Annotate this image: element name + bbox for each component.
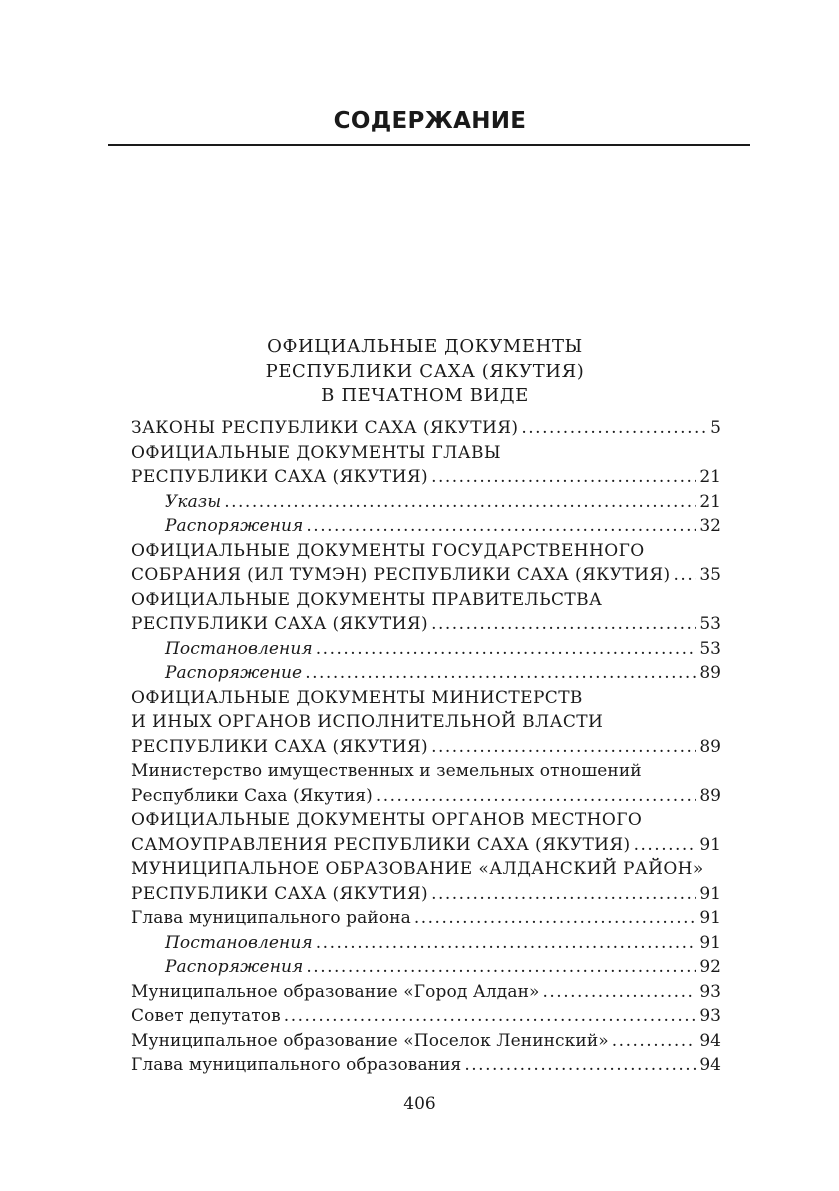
dot-leader xyxy=(431,612,696,637)
dot-leader xyxy=(306,955,696,980)
toc-entry[interactable] xyxy=(131,441,721,490)
toc-entry-line xyxy=(131,612,721,637)
toc-entry-title: ЗАКОНЫ РЕСПУБЛИКИ САХА (ЯКУТИЯ) xyxy=(131,418,519,438)
dot-leader xyxy=(674,563,697,588)
toc-page-number: 94 xyxy=(699,1055,721,1075)
toc-page-number: 91 xyxy=(699,932,721,953)
toc-entry[interactable] xyxy=(131,514,721,539)
toc-entry-title: Муниципальное образование «Город Алдан» xyxy=(131,981,540,1002)
toc-entry-title: Министерство имущественных и земельных отношений xyxy=(131,761,642,781)
toc-entry-line xyxy=(131,563,721,588)
toc-entry[interactable] xyxy=(131,1004,721,1029)
dot-leader xyxy=(521,416,707,441)
dot-leader xyxy=(316,637,697,662)
dot-leader xyxy=(431,735,696,760)
toc-entry[interactable] xyxy=(131,416,721,441)
section-title-line: ОФИЦИАЛЬНЫЕ ДОКУМЕНТЫ xyxy=(267,336,583,357)
toc-page-number: 35 xyxy=(699,565,721,585)
toc-entry-title: Глава муниципального района xyxy=(131,908,411,928)
toc-entry[interactable] xyxy=(131,955,721,980)
dot-leader xyxy=(543,980,697,1005)
dot-leader xyxy=(224,490,696,515)
toc-entry-title: ОФИЦИАЛЬНЫЕ ДОКУМЕНТЫ ОРГАНОВ МЕСТНОГО xyxy=(131,810,643,830)
toc-entry-line xyxy=(131,906,721,931)
toc-entry-title: Указы xyxy=(165,491,222,512)
heading-divider xyxy=(108,144,750,146)
toc-entry-title: Распоряжение xyxy=(165,663,303,683)
toc-entry-line xyxy=(131,490,721,515)
toc-entry[interactable] xyxy=(131,588,721,637)
dot-leader xyxy=(306,514,696,539)
toc-entry-title: Республики Саха (Якутия) xyxy=(131,785,373,806)
toc-entry-line xyxy=(131,931,721,956)
section-title-line: РЕСПУБЛИКИ САХА (ЯКУТИЯ) xyxy=(265,360,585,382)
toc-entry-line xyxy=(131,1004,721,1029)
toc-page-number: 93 xyxy=(699,1006,721,1026)
toc-entry[interactable] xyxy=(131,857,721,906)
toc-entry[interactable] xyxy=(131,1029,721,1054)
toc-page-number: 89 xyxy=(699,663,721,683)
toc-page-number: 21 xyxy=(699,467,721,487)
toc-entry-line xyxy=(131,833,721,858)
toc-page-number: 91 xyxy=(699,883,721,904)
toc-entry-line xyxy=(131,735,721,760)
dot-leader xyxy=(376,784,697,809)
toc-page-number: 32 xyxy=(699,516,721,536)
toc-entry-title: Распоряжения xyxy=(165,957,304,977)
dot-leader xyxy=(464,1053,696,1078)
toc-entry[interactable] xyxy=(131,808,721,857)
toc-entry[interactable] xyxy=(131,490,721,515)
dot-leader xyxy=(414,906,697,931)
toc-page-number: 89 xyxy=(699,785,721,806)
toc-entry-line xyxy=(131,465,721,490)
toc-entry-line xyxy=(131,955,721,980)
toc-page-number: 53 xyxy=(699,614,721,634)
toc-page-number: 91 xyxy=(699,834,721,855)
toc-entry-title: Муниципальное образование «Поселок Ленинский» xyxy=(131,1030,609,1051)
toc-entry-title: РЕСПУБЛИКИ САХА (ЯКУТИЯ) xyxy=(131,614,429,634)
toc-entry-title: САМОУПРАВЛЕНИЯ РЕСПУБЛИКИ САХА (ЯКУТИЯ) xyxy=(131,834,631,855)
dot-leader xyxy=(612,1029,697,1054)
toc-page-number: 5 xyxy=(710,418,721,438)
dot-leader xyxy=(284,1004,697,1029)
toc-entry-title: ОФИЦИАЛЬНЫЕ ДОКУМЕНТЫ ГОСУДАРСТВЕННОГО xyxy=(131,540,645,561)
toc-entry-title: ОФИЦИАЛЬНЫЕ ДОКУМЕНТЫ ГЛАВЫ xyxy=(131,442,502,463)
dot-leader xyxy=(316,931,697,956)
toc-entry-line xyxy=(131,882,721,907)
toc-entry-title: СОБРАНИЯ (ИЛ ТУМЭН) РЕСПУБЛИКИ САХА (ЯКУТИЯ) xyxy=(131,565,671,585)
page-heading: СОДЕРЖАНИЕ xyxy=(333,108,527,134)
toc-page-number: 89 xyxy=(699,736,721,757)
dot-leader xyxy=(634,833,697,858)
toc-entry-line xyxy=(131,1029,721,1054)
toc-entry-line xyxy=(131,661,721,686)
toc-entry-line xyxy=(131,784,721,809)
toc-entry-title: Постановления xyxy=(165,638,313,659)
toc-entry-line xyxy=(131,1053,721,1078)
dot-leader xyxy=(431,882,696,907)
toc-entry-line xyxy=(131,416,721,441)
toc-entry-title: РЕСПУБЛИКИ САХА (ЯКУТИЯ) xyxy=(131,467,429,487)
toc-entry[interactable] xyxy=(131,539,721,588)
section-title xyxy=(130,335,720,409)
toc-page-number: 21 xyxy=(699,491,721,512)
toc-page-number: 92 xyxy=(699,957,721,977)
section-title-line: В ПЕЧАТНОМ ВИДЕ xyxy=(321,385,529,406)
toc-entry[interactable] xyxy=(131,931,721,956)
toc-entry[interactable] xyxy=(131,637,721,662)
toc-entry[interactable] xyxy=(131,686,721,760)
toc-entry-title: ОФИЦИАЛЬНЫЕ ДОКУМЕНТЫ ПРАВИТЕЛЬСТВА xyxy=(131,589,603,610)
toc-entry-title: И ИНЫХ ОРГАНОВ ИСПОЛНИТЕЛЬНОЙ ВЛАСТИ xyxy=(131,712,604,732)
toc-page-number: 93 xyxy=(699,981,721,1002)
toc-page-number: 94 xyxy=(699,1030,721,1051)
dot-leader xyxy=(305,661,696,686)
toc-entry-title: Распоряжения xyxy=(165,516,304,536)
toc-entry-title: ОФИЦИАЛЬНЫЕ ДОКУМЕНТЫ МИНИСТЕРСТВ xyxy=(131,687,583,708)
toc-entry[interactable] xyxy=(131,661,721,686)
toc-page-number: 53 xyxy=(699,638,721,659)
toc-entry-title: Совет депутатов xyxy=(131,1006,281,1026)
toc-entry-line xyxy=(131,514,721,539)
toc-entry-title: РЕСПУБЛИКИ САХА (ЯКУТИЯ) xyxy=(131,736,429,757)
page-number: 406 xyxy=(403,1094,436,1114)
toc-entry[interactable] xyxy=(131,1053,721,1078)
toc-entry[interactable] xyxy=(131,980,721,1005)
toc-entry-title: РЕСПУБЛИКИ САХА (ЯКУТИЯ) xyxy=(131,883,429,904)
toc-page-number: 91 xyxy=(699,908,721,928)
toc-entry[interactable] xyxy=(131,906,721,931)
toc-entry-title: Глава муниципального образования xyxy=(131,1055,462,1075)
toc-entry-line xyxy=(131,980,721,1005)
toc-entry-title: Постановления xyxy=(165,932,313,953)
toc-entry-title: МУНИЦИПАЛЬНОЕ ОБРАЗОВАНИЕ «АЛДАНСКИЙ РАЙОН» xyxy=(131,859,704,879)
dot-leader xyxy=(431,465,696,490)
table-of-contents xyxy=(131,416,721,1078)
toc-entry[interactable] xyxy=(131,759,721,808)
toc-entry-line xyxy=(131,637,721,662)
